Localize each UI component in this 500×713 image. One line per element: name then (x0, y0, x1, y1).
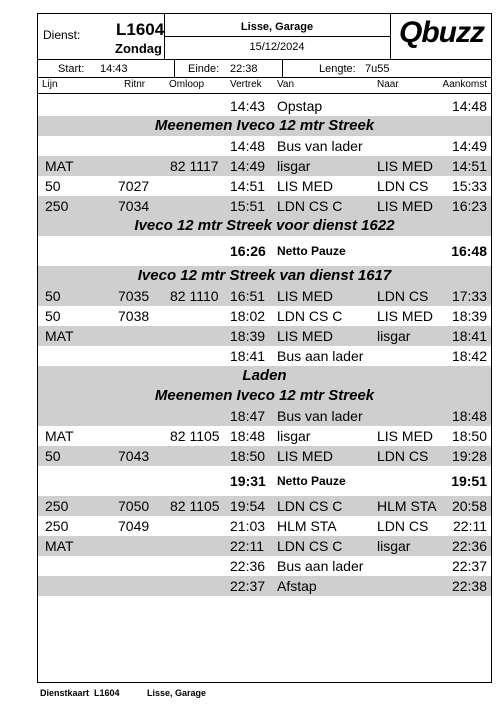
start-time: 14:43 (100, 63, 128, 75)
cell-lijn: 50 (45, 308, 61, 324)
cell-vertrek: 14:49 (230, 158, 266, 174)
cell-lijn: 50 (45, 288, 61, 304)
cell-aankomst: 18:42 (451, 348, 487, 364)
cell-naar: LIS MED (377, 428, 434, 444)
col-ritnr: Ritnr (124, 79, 146, 90)
cell-aankomst: 20:58 (451, 498, 487, 514)
cell-lijn: 50 (45, 178, 61, 194)
cell-naar: LDN CS (377, 178, 429, 194)
cell-omloop: 82 1117 (170, 158, 219, 174)
cell-aankomst: 14:51 (451, 158, 487, 174)
cell-lijn: 250 (45, 498, 69, 514)
cell-lijn: 250 (45, 518, 69, 534)
cell-omloop: 82 1110 (170, 288, 219, 304)
cell-ritnr: 7034 (118, 198, 150, 214)
cell-van: LIS MED (277, 328, 334, 344)
cell-van: Bus van lader (277, 138, 363, 154)
cell-lijn: MAT (45, 428, 74, 444)
cell-lijn: MAT (45, 158, 74, 174)
cell-naar: LDN CS (377, 288, 429, 304)
col-naar: Naar (377, 79, 399, 90)
footer-doc: Dienstkaart (40, 688, 90, 698)
cell-vertrek: 18:41 (230, 348, 266, 364)
cell-naar: lisgar (377, 538, 411, 554)
section-title: Iveco 12 mtr Streek van dienst 1617 (38, 266, 491, 286)
cell-vertrek: 16:51 (230, 288, 266, 304)
trip-row (38, 136, 491, 156)
einde-label: Einde: (188, 63, 220, 75)
qbuzz-logo: Qbuzz (399, 16, 484, 49)
cell-naar: LIS MED (377, 308, 434, 324)
pause-label: Netto Pauze (277, 474, 346, 488)
cell-lijn: MAT (45, 328, 74, 344)
cell-vertrek: 18:39 (230, 328, 266, 344)
cell-van: Opstap (277, 98, 323, 114)
cell-aankomst: 18:48 (451, 408, 487, 424)
cell-van: LIS MED (277, 448, 334, 464)
col-van: Van (277, 79, 295, 90)
cell-van: LDN CS C (277, 498, 343, 514)
cell-vertrek: 18:02 (230, 308, 266, 324)
cell-vertrek: 16:26 (230, 243, 266, 259)
section-title: Meenemen Iveco 12 mtr Streek (38, 116, 491, 136)
section-title: Laden (38, 366, 491, 386)
cell-naar: LDN CS (377, 518, 429, 534)
cell-omloop: 82 1105 (170, 498, 220, 514)
cell-naar: LDN CS (377, 448, 429, 464)
cell-aankomst: 17:33 (451, 288, 487, 304)
cell-ritnr: 7027 (118, 178, 150, 194)
schedule-rows (38, 96, 491, 596)
cell-vertrek: 22:11 (230, 538, 264, 554)
cell-vertrek: 18:48 (230, 428, 266, 444)
pause-label: Netto Pauze (277, 244, 346, 258)
times-divider (174, 60, 175, 77)
cell-lijn: MAT (45, 538, 74, 554)
section-title: Meenemen Iveco 12 mtr Streek (38, 386, 491, 406)
cell-omloop: 82 1105 (170, 428, 220, 444)
col-aankomst: Aankomst (442, 79, 487, 90)
cell-aankomst: 22:37 (451, 558, 487, 574)
cell-naar: LIS MED (377, 158, 434, 174)
cell-aankomst: 14:48 (451, 98, 487, 114)
cell-vertrek: 18:50 (230, 448, 266, 464)
cell-naar: LIS MED (377, 198, 434, 214)
cell-van: LDN CS C (277, 198, 343, 214)
cell-aankomst: 19:51 (451, 473, 487, 489)
cell-van: Bus aan lader (277, 558, 364, 574)
cell-aankomst: 16:48 (451, 243, 487, 259)
cell-ritnr: 7038 (118, 308, 150, 324)
cell-vertrek: 21:03 (230, 518, 266, 534)
trip-row (38, 406, 491, 426)
col-vertrek: Vertrek (230, 79, 262, 90)
cell-lijn: 50 (45, 448, 61, 464)
pause-row (38, 466, 491, 496)
cell-aankomst: 22:36 (451, 538, 487, 554)
cell-aankomst: 18:39 (451, 308, 487, 324)
footer-dienst: L1604 (94, 688, 120, 698)
cell-ritnr: 7050 (118, 498, 150, 514)
cell-van: Afstap (277, 578, 317, 594)
cell-vertrek: 19:31 (230, 473, 266, 489)
col-omloop: Omloop (169, 79, 205, 90)
cell-aankomst: 18:50 (451, 428, 487, 444)
pause-row (38, 236, 491, 266)
footer-location: Lisse, Garage (147, 688, 207, 698)
trip-row (38, 286, 491, 306)
trip-row (38, 556, 491, 576)
cell-aankomst: 22:11 (453, 518, 487, 534)
header-inner-divider (164, 36, 390, 37)
trip-row (38, 176, 491, 196)
cell-naar: lisgar (377, 328, 411, 344)
times-bar (38, 60, 491, 78)
cell-vertrek: 14:48 (230, 138, 266, 154)
trip-row (38, 346, 491, 366)
dienst-label: Dienst: (43, 28, 81, 42)
cell-naar: HLM STA (377, 498, 437, 514)
cell-van: Bus aan lader (277, 348, 364, 364)
cell-van: LIS MED (277, 288, 334, 304)
cell-aankomst: 16:23 (451, 198, 487, 214)
cell-aankomst: 18:41 (451, 328, 487, 344)
cell-aankomst: 19:28 (451, 448, 487, 464)
trip-row (38, 426, 491, 446)
trip-row (38, 306, 491, 326)
column-header (38, 78, 491, 94)
cell-van: lisgar (277, 428, 311, 444)
header-box (38, 14, 491, 60)
cell-vertrek: 15:51 (230, 198, 266, 214)
cell-ritnr: 7049 (118, 518, 150, 534)
einde-time: 22:38 (230, 63, 258, 75)
cell-vertrek: 14:51 (230, 178, 266, 194)
cell-van: lisgar (277, 158, 311, 174)
day-label: Zondag (115, 41, 162, 56)
cell-van: Bus van lader (277, 408, 363, 424)
cell-ritnr: 7035 (118, 288, 150, 304)
dienst-code: L1604 (116, 20, 165, 39)
trip-row (38, 496, 491, 516)
cell-van: LDN CS C (277, 538, 343, 554)
trip-row (38, 516, 491, 536)
duty-card (37, 13, 492, 683)
trip-row (38, 326, 491, 346)
cell-aankomst: 15:33 (451, 178, 487, 194)
cell-aankomst: 22:38 (451, 578, 487, 594)
trip-row (38, 576, 491, 596)
cell-vertrek: 19:54 (230, 498, 266, 514)
lengte-value: 7u55 (365, 63, 390, 75)
cell-van: LDN CS C (277, 308, 343, 324)
cell-vertrek: 22:36 (230, 558, 266, 574)
trip-row (38, 156, 491, 176)
location-label: Lisse, Garage (240, 21, 314, 33)
trip-row (38, 96, 491, 116)
cell-lijn: 250 (45, 198, 69, 214)
col-lijn: Lijn (42, 79, 58, 90)
cell-ritnr: 7043 (118, 448, 150, 464)
cell-vertrek: 14:43 (230, 98, 266, 114)
cell-van: HLM STA (277, 518, 337, 534)
trip-row (38, 196, 491, 216)
cell-van: LIS MED (277, 178, 334, 194)
lengte-label: Lengte: (319, 63, 356, 75)
date-label: 15/12/2024 (249, 41, 305, 53)
trip-row (38, 536, 491, 556)
cell-vertrek: 22:37 (230, 578, 266, 594)
cell-aankomst: 14:49 (451, 138, 487, 154)
section-title: Iveco 12 mtr Streek voor dienst 1622 (38, 216, 491, 236)
trip-row (38, 446, 491, 466)
start-label: Start: (58, 63, 85, 75)
times-divider (282, 60, 283, 77)
cell-vertrek: 18:47 (230, 408, 266, 424)
